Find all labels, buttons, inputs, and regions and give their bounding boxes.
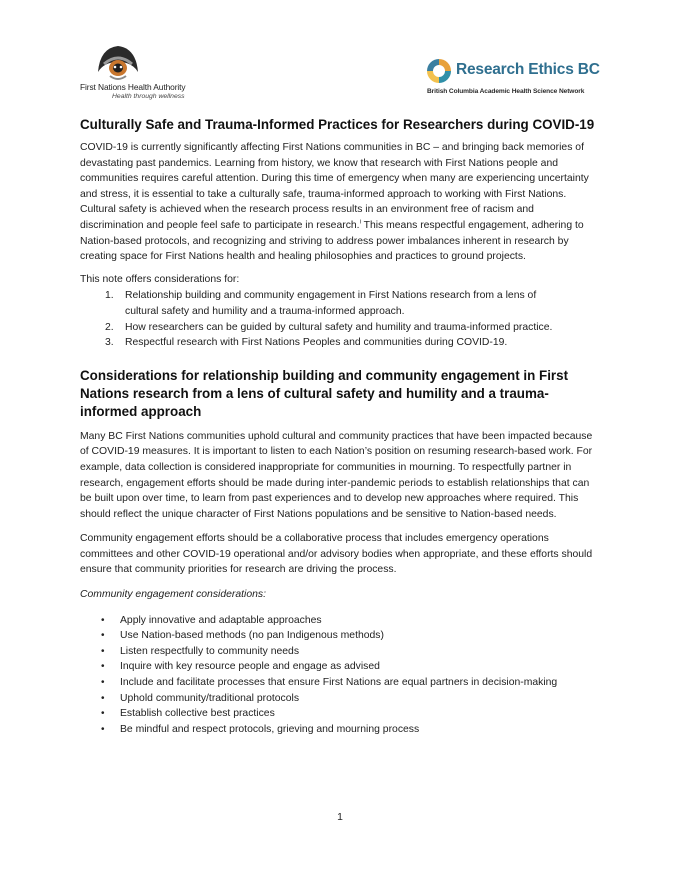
list-text: How researchers can be guided by cultural safety and humility and trauma-informed practice. xyxy=(125,321,553,333)
intro-text: COVID-19 is currently significantly affecting First Nations communities in BC – and bringing back memories of devastating past pandemics. Learning from history, we know that research with First Nations people and communities requires careful attention. During this time of emergency when many are experiencing uncertainty and stress, it is essential to take a culturally safe, trauma-informed approach to working with First Nations. Cultural safety is achieved when the research process results in an environment free of racism and discrimination and people feel safe to participate in research. xyxy=(80,142,589,231)
rebc-ring-icon xyxy=(425,57,453,85)
rebc-name: Research Ethics BC xyxy=(456,61,600,78)
considerations-label: Community engagement considerations: xyxy=(80,589,266,601)
fnha-emblem-icon xyxy=(94,42,142,82)
bullet-text: Establish collective best practices xyxy=(120,708,275,720)
bullet-text: Inquire with key resource people and engage as advised xyxy=(120,661,380,673)
bullet-item xyxy=(101,659,600,675)
bullet-item xyxy=(101,691,600,707)
intro-text-continued: This means respectful engagement, adhering to Nation-based protocols, and recognizing and striving to address power imbalances inherent in research by creating space for First Nations health and healing philosophies and practices to ground projects. xyxy=(80,219,584,263)
bullet-text: Uphold community/traditional protocols xyxy=(120,692,300,704)
footnote-marker[interactable]: i xyxy=(359,219,361,226)
list-number: 1. xyxy=(105,290,114,302)
document-body xyxy=(80,116,600,737)
section-paragraph-2: Community engagement efforts should be a collaborative process that includes emergency operations committees and other COVID-19 operational and/or advisory bodies when appropriate, and these efforts should ensure that community priorities for research are driving the process. xyxy=(80,533,593,576)
list-text: Relationship building and community engagement in First Nations research from a lens of cultural safety and humility and a trauma-informed approach. xyxy=(125,290,537,317)
list-item xyxy=(105,320,600,336)
bullet-item xyxy=(101,706,600,722)
intro-paragraph xyxy=(80,140,600,265)
bullet-item xyxy=(101,722,600,738)
bullet-icon: • xyxy=(101,723,105,735)
bullet-text: Apply innovative and adaptable approaches xyxy=(120,614,322,626)
bullet-icon: • xyxy=(101,677,105,689)
bullet-item xyxy=(101,644,600,660)
page-number: 1 xyxy=(337,812,343,823)
list-item xyxy=(105,335,600,351)
bullet-icon: • xyxy=(101,708,105,720)
bullet-item xyxy=(101,675,600,691)
fnha-logo xyxy=(80,42,210,104)
bullet-list xyxy=(80,613,600,738)
bullet-item xyxy=(101,628,600,644)
document-title: Culturally Safe and Trauma-Informed Practices for Researchers during COVID-19 xyxy=(80,117,595,132)
bullet-icon: • xyxy=(101,692,105,704)
bullet-text: Listen respectfully to community needs xyxy=(120,645,300,657)
bullet-text: Include and facilitate processes that ensure First Nations are equal partners in decision-making xyxy=(120,677,558,689)
bullet-icon: • xyxy=(101,645,105,657)
bullet-text: Be mindful and respect protocols, grieving and mourning process xyxy=(120,723,420,735)
rebc-subtitle: British Columbia Academic Health Science Network xyxy=(427,88,585,95)
section-heading: Considerations for relationship building and community engagement in First Nations research from a lens of cultural safety and humility and a trauma-informed approach xyxy=(80,367,569,419)
numbered-list xyxy=(80,288,600,350)
bullet-item xyxy=(101,613,600,629)
list-number: 3. xyxy=(105,337,114,349)
list-item xyxy=(105,288,600,319)
section-paragraph-1: Many BC First Nations communities uphold cultural and community practices that have been impacted because of COVID-19 measures. It is important to listen to each Nation’s position on resuming research-based work. For example, data collection is considered inappropriate for communities in mourning. To respectfully partner in research, engagement efforts should be made during inter-pandemic periods to establish relationships that can be built upon over time, to learn from past experiences and to develop new approaches where required. This should reflect the unique character of First Nations populations and be sensitive to Nation-based needs. xyxy=(80,430,593,520)
fnha-name: First Nations Health Authority xyxy=(80,82,186,92)
list-number: 2. xyxy=(105,321,114,333)
bullet-icon: • xyxy=(101,661,105,673)
list-text: Respectful research with First Nations Peoples and communities during COVID-19. xyxy=(125,337,508,349)
rebc-logo xyxy=(425,56,605,100)
bullet-icon: • xyxy=(101,630,105,642)
bullet-icon: • xyxy=(101,614,105,626)
fnha-tagline: Health through wellness xyxy=(112,93,185,100)
bullet-text: Use Nation-based methods (no pan Indigenous methods) xyxy=(120,630,384,642)
considerations-lead: This note offers considerations for: xyxy=(80,273,240,285)
